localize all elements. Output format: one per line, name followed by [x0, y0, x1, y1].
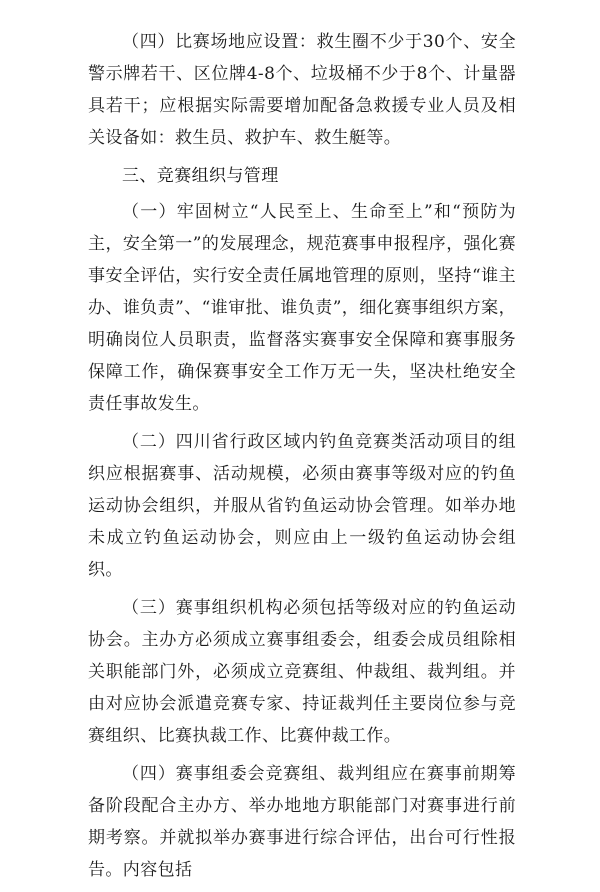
paragraph-organizing-body: （二）四川省行政区域内钓鱼竞赛类活动项目的组织应根据赛事、活动规模，必须由赛事等级对应的钓鱼运动协会组织，并服从省钓鱼运动协会管理。如举办地未成立钓鱼运动协会，则应由上一级钓鱼运动协会组织。: [88, 432, 516, 580]
paragraph-organizing-structure: （三）赛事组织机构必须包括等级对应的钓鱼运动协会。主办方必须成立赛事组委会，组委会成员组除相关职能部门外，必须成立竞赛组、仲裁组、裁判组。并由对应协会派遣竞赛专家、持证裁判任主要岗位参与竞赛组织、比赛执裁工作、比赛仲裁工作。: [88, 598, 516, 746]
document-body: [88, 26, 516, 892]
section-heading: 三、竞赛组织与管理: [122, 166, 279, 186]
paragraph-venue-setup: （四）比赛场地应设置：救生圈不少于30个、安全警示牌若干、区位牌4-8个、垃圾桶不少于8个、计量器具若干；应根据实际需要增加配备急救援专业人员及相关设备如：救生员、救护车、救生艇等。: [88, 32, 516, 148]
paragraph-preliminary-inspection: （四）赛事组委会竞赛组、裁判组应在赛事前期筹备阶段配合主办方、举办地地方职能部门对赛事进行前期考察。并就拟举办赛事进行综合评估，出台可行性报告。内容包括: [88, 764, 516, 880]
paragraph-safety-principles: （一）牢固树立“人民至上、生命至上”和“预防为主，安全第一”的发展理念，规范赛事申报程序，强化赛事安全评估，实行安全责任属地管理的原则，坚持“谁主办、谁负责”、“谁审批、谁负责”，细化赛事组织方案，明确岗位人员职责，监督落实赛事安全保障和赛事服务保障工作，确保赛事安全工作万无一失，坚决杜绝安全责任事故发生。: [88, 202, 516, 414]
